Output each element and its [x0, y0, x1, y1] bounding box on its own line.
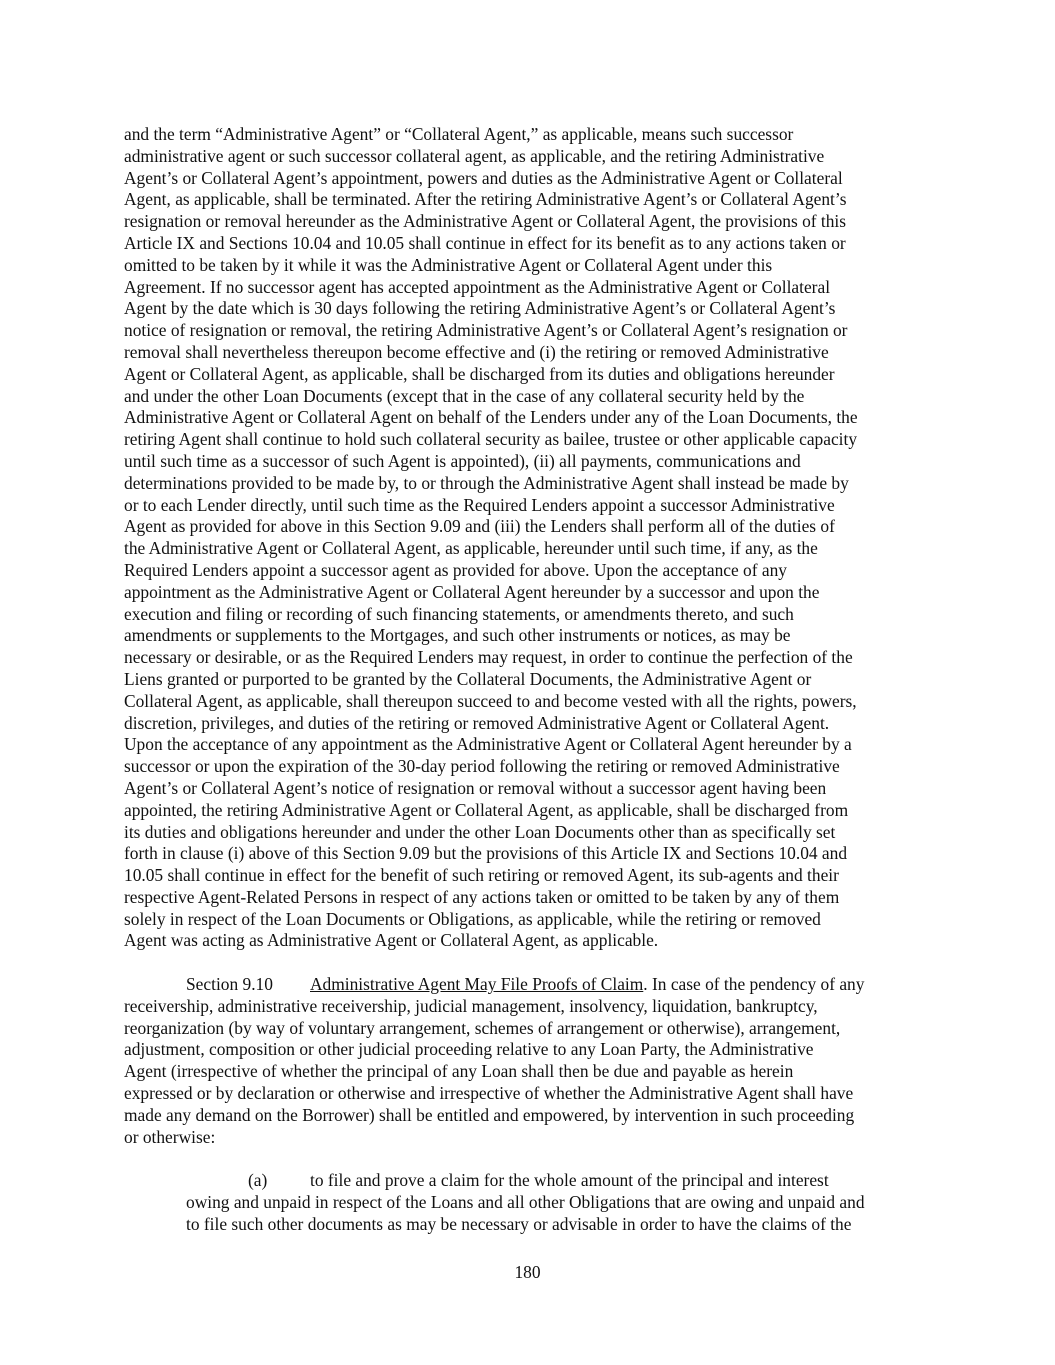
paragraph-spacer: [124, 1148, 939, 1170]
text-line: appointment as the Administrative Agent or Collateral Agent hereunder by a successor and upon the: [124, 581, 820, 602]
text-line: to file such other documents as may be necessary or advisable in order to have the claims of the: [186, 1213, 852, 1234]
text-line: and under the other Loan Documents (except that in the case of any collateral security held by the: [124, 385, 805, 406]
text-line: 10.05 shall continue in effect for the benefit of such retiring or removed Agent, its sub-agents and their: [124, 865, 839, 886]
text-line: Agent was acting as Administrative Agent or Collateral Agent, as applicable.: [124, 930, 659, 951]
text-line: Agent or Collateral Agent, as applicable, shall be discharged from its duties and obligations hereunder: [124, 363, 835, 384]
section-heading-line: [124, 974, 939, 996]
text-line: until such time as a successor of such Agent is appointed), (ii) all payments, communications and: [124, 450, 801, 471]
text-line: Agent, as applicable, shall be terminated. After the retiring Administrative Agent’s or Collateral Agent’s: [124, 189, 847, 210]
text-line: appointed, the retiring Administrative Agent or Collateral Agent, as applicable, shall be discharged from: [124, 799, 849, 820]
text-line: resignation or removal hereunder as the Administrative Agent or Collateral Agent, the provisions of this: [124, 211, 847, 232]
text-line: execution and filing or recording of such financing statements, or amendments thereto, and such: [124, 603, 794, 624]
text-line: or otherwise:: [124, 1126, 216, 1147]
text-line: the Administrative Agent or Collateral Agent, as applicable, hereunder until such time, if any, as the: [124, 538, 818, 559]
paragraph-spacer: [124, 952, 939, 974]
page-number: 180: [514, 1262, 541, 1282]
text-line: determinations provided to be made by, to or through the Administrative Agent shall instead be made by: [124, 472, 849, 493]
clause-a-paragraph: [124, 1170, 939, 1235]
clause-first-line-text: to file and prove a claim for the whole amount of the principal and interest: [310, 1170, 829, 1191]
section-9-10-paragraph: [124, 974, 939, 1148]
text-line: successor or upon the expiration of the 30-day period following the retiring or removed Administrative: [124, 756, 840, 777]
section-title: Administrative Agent May File Proofs of Claim: [310, 974, 644, 995]
text-line: forth in clause (i) above of this Section 9.09 but the provisions of this Article IX and Sections 10.04 and: [124, 843, 848, 864]
text-line: expressed or by declaration or otherwise and irrespective of whether the Administrative Agent shall have: [124, 1083, 854, 1104]
clause-label: (a): [248, 1170, 268, 1191]
text-line: Upon the acceptance of any appointment as the Administrative Agent or Collateral Agent hereunder by a: [124, 734, 852, 755]
section-heading-continuation: . In case of the pendency of any: [643, 974, 865, 995]
text-line: respective Agent-Related Persons in respect of any actions taken or omitted to be taken by any of them: [124, 886, 840, 907]
text-line: its duties and obligations hereunder and under the other Loan Documents other than as specifically set: [124, 821, 836, 842]
text-line: reorganization (by way of voluntary arrangement, schemes of arrangement or otherwise), arrangement,: [124, 1017, 841, 1038]
text-line: omitted to be taken by it while it was the Administrative Agent or Collateral Agent under this: [124, 254, 773, 275]
text-line: Agent by the date which is 30 days following the retiring Administrative Agent’s or Collateral Agent’s: [124, 298, 836, 319]
text-line: Liens granted or purported to be granted by the Collateral Documents, the Administrative Agent or: [124, 668, 812, 689]
section-number: Section 9.10: [186, 974, 273, 995]
text-line: Collateral Agent, as applicable, shall thereupon succeed to and become vested with all the rights, powers,: [124, 690, 857, 711]
text-line: adjustment, composition or other judicial proceeding relative to any Loan Party, the Administrative: [124, 1039, 814, 1060]
document-page: [124, 124, 939, 1236]
text-line: Agent’s or Collateral Agent’s appointment, powers and duties as the Administrative Agent or Collateral: [124, 167, 843, 188]
text-line: solely in respect of the Loan Documents or Obligations, as applicable, while the retiring or removed: [124, 908, 821, 929]
text-line: administrative agent or such successor collateral agent, as applicable, and the retiring Administrative: [124, 145, 825, 166]
text-line: discretion, privileges, and duties of the retiring or removed Administrative Agent or Collateral Agent.: [124, 712, 830, 733]
text-line: Agent (irrespective of whether the principal of any Loan shall then be due and payable as herein: [124, 1061, 794, 1082]
text-line: receivership, administrative receivership, judicial management, insolvency, liquidation, bankruptcy,: [124, 995, 818, 1016]
text-line: Administrative Agent or Collateral Agent on behalf of the Lenders under any of the Loan Documents, the: [124, 407, 858, 428]
text-line: removal shall nevertheless thereupon become effective and (i) the retiring or removed Administrative: [124, 341, 829, 362]
text-line: Agreement. If no successor agent has accepted appointment as the Administrative Agent or Collateral: [124, 276, 831, 297]
text-line: notice of resignation or removal, the retiring Administrative Agent’s or Collateral Agent’s resignation or: [124, 320, 848, 341]
text-line: Agent’s or Collateral Agent’s notice of resignation or removal without a successor agent having been: [124, 777, 827, 798]
text-line: necessary or desirable, or as the Required Lenders may request, in order to continue the perfection of the: [124, 647, 853, 668]
text-line: or to each Lender directly, until such time as the Required Lenders appoint a successor Administrative: [124, 494, 835, 515]
text-line: and the term “Administrative Agent” or “Collateral Agent,” as applicable, means such successor: [124, 124, 794, 144]
text-line: Agent as provided for above in this Section 9.09 and (iii) the Lenders shall perform all of the duties of: [124, 516, 835, 537]
paragraph-section-9-09-continued: [124, 124, 939, 952]
clause-first-line: [186, 1170, 939, 1192]
text-line: made any demand on the Borrower) shall be entitled and empowered, by intervention in such proceeding: [124, 1104, 855, 1125]
text-line: retiring Agent shall continue to hold such collateral security as bailee, trustee or other applicable capacity: [124, 429, 858, 450]
text-line: Required Lenders appoint a successor agent as provided for above. Upon the acceptance of any: [124, 559, 788, 580]
text-line: amendments or supplements to the Mortgages, and such other instruments or notices, as may be: [124, 625, 791, 646]
text-line: owing and unpaid in respect of the Loans and all other Obligations that are owing and unpaid and: [186, 1192, 865, 1213]
text-line: Article IX and Sections 10.04 and 10.05 shall continue in effect for its benefit as to any actions taken or: [124, 232, 846, 253]
